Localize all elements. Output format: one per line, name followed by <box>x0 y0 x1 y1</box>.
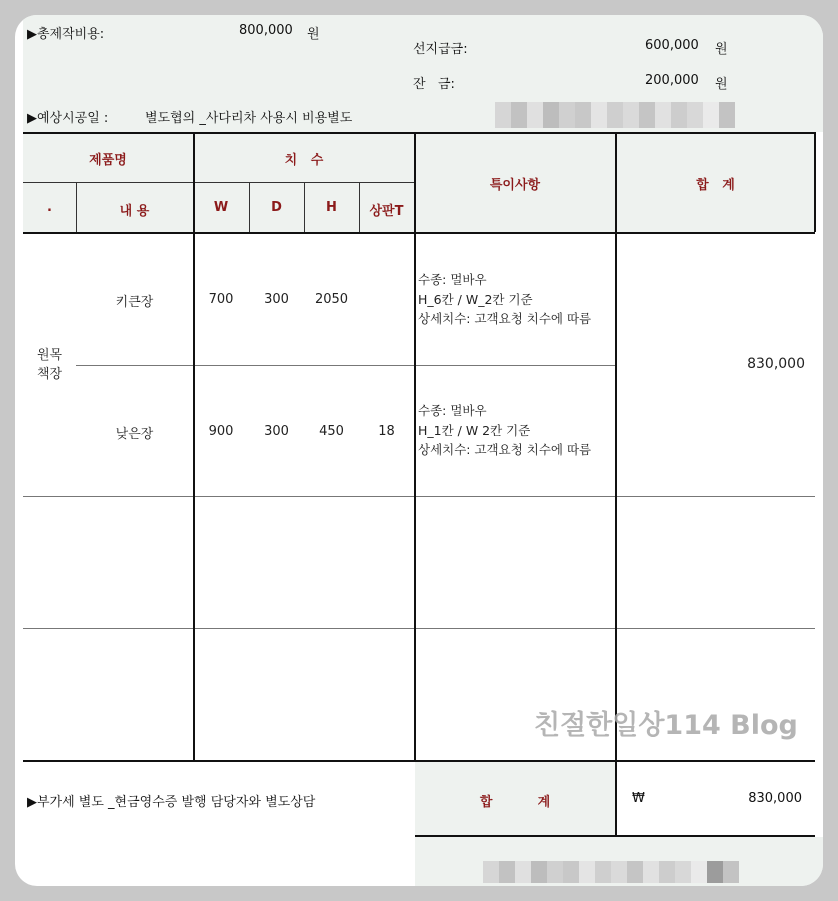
total-cost-amount: 800,000 <box>239 23 293 38</box>
row1-h: 2050 <box>314 292 349 307</box>
row2-d: 300 <box>264 424 289 439</box>
row1-name: 키큰장 <box>115 295 154 310</box>
header-product-name: 제품명 <box>89 153 127 168</box>
row2-name: 낮은장 <box>115 427 154 442</box>
row2-note-line: H_1칸 / W 2칸 기준 <box>418 422 531 438</box>
install-date-note: 별도협의 _사다리차 사용시 비용별도 <box>145 111 353 126</box>
header-w: W <box>213 200 229 215</box>
row1-note-line: 상세치수: 고객요청 치수에 따름 <box>418 311 592 326</box>
vat-note: ▶부가세 별도 _현금영수증 발행 담당자와 별도상담 <box>27 795 316 810</box>
header-d: D <box>271 200 282 215</box>
estimate-sheet <box>15 15 823 886</box>
row2-notes <box>418 401 591 460</box>
row1-notes <box>418 270 591 329</box>
header-special-notes: 특이사항 <box>489 178 541 193</box>
row1-note-line: 수종: 멀바우 <box>418 272 487 287</box>
header-h: H <box>326 200 337 215</box>
row2-note-line: 상세치수: 고객요청 치수에 따름 <box>418 442 592 457</box>
row1-w: 700 <box>208 292 234 307</box>
row2-h: 450 <box>319 424 344 439</box>
deposit-label: 선지급금: <box>413 42 468 57</box>
footer-total-label: 합 계 <box>479 795 551 810</box>
header-dot: . <box>47 200 52 215</box>
deposit-amount: 600,000 <box>645 38 699 53</box>
header-top-thickness: 상판T <box>369 204 404 219</box>
row2-top-thickness: 18 <box>378 424 395 439</box>
balance-unit: 원 <box>715 77 728 92</box>
item-total-amount: 830,000 <box>747 356 805 372</box>
footer-total-amount: 830,000 <box>748 791 802 806</box>
total-cost-unit: 원 <box>307 27 320 42</box>
deposit-unit: 원 <box>715 42 728 57</box>
header-content: 내 용 <box>119 204 150 219</box>
header-total: 합 계 <box>696 178 735 193</box>
row1-note-line: H_6칸 / W_2칸 기준 <box>418 291 533 307</box>
balance-label: 잔 금: <box>413 77 455 92</box>
blog-watermark: 친절한일상114 Blog <box>534 710 798 741</box>
currency-symbol: ₩ <box>632 791 645 806</box>
header-dimensions: 치 수 <box>284 153 324 168</box>
total-cost-label: ▶총제작비용: <box>27 27 105 42</box>
blurred-footer-info <box>483 861 739 883</box>
row1-d: 300 <box>264 292 289 307</box>
category-label: 원목 책장 <box>36 348 63 382</box>
install-date-label: ▶예상시공일 : <box>27 111 109 126</box>
row2-w: 900 <box>208 424 234 439</box>
balance-amount: 200,000 <box>645 73 699 88</box>
row2-note-line: 수종: 멀바우 <box>418 403 487 418</box>
blurred-contact-info <box>495 102 735 128</box>
